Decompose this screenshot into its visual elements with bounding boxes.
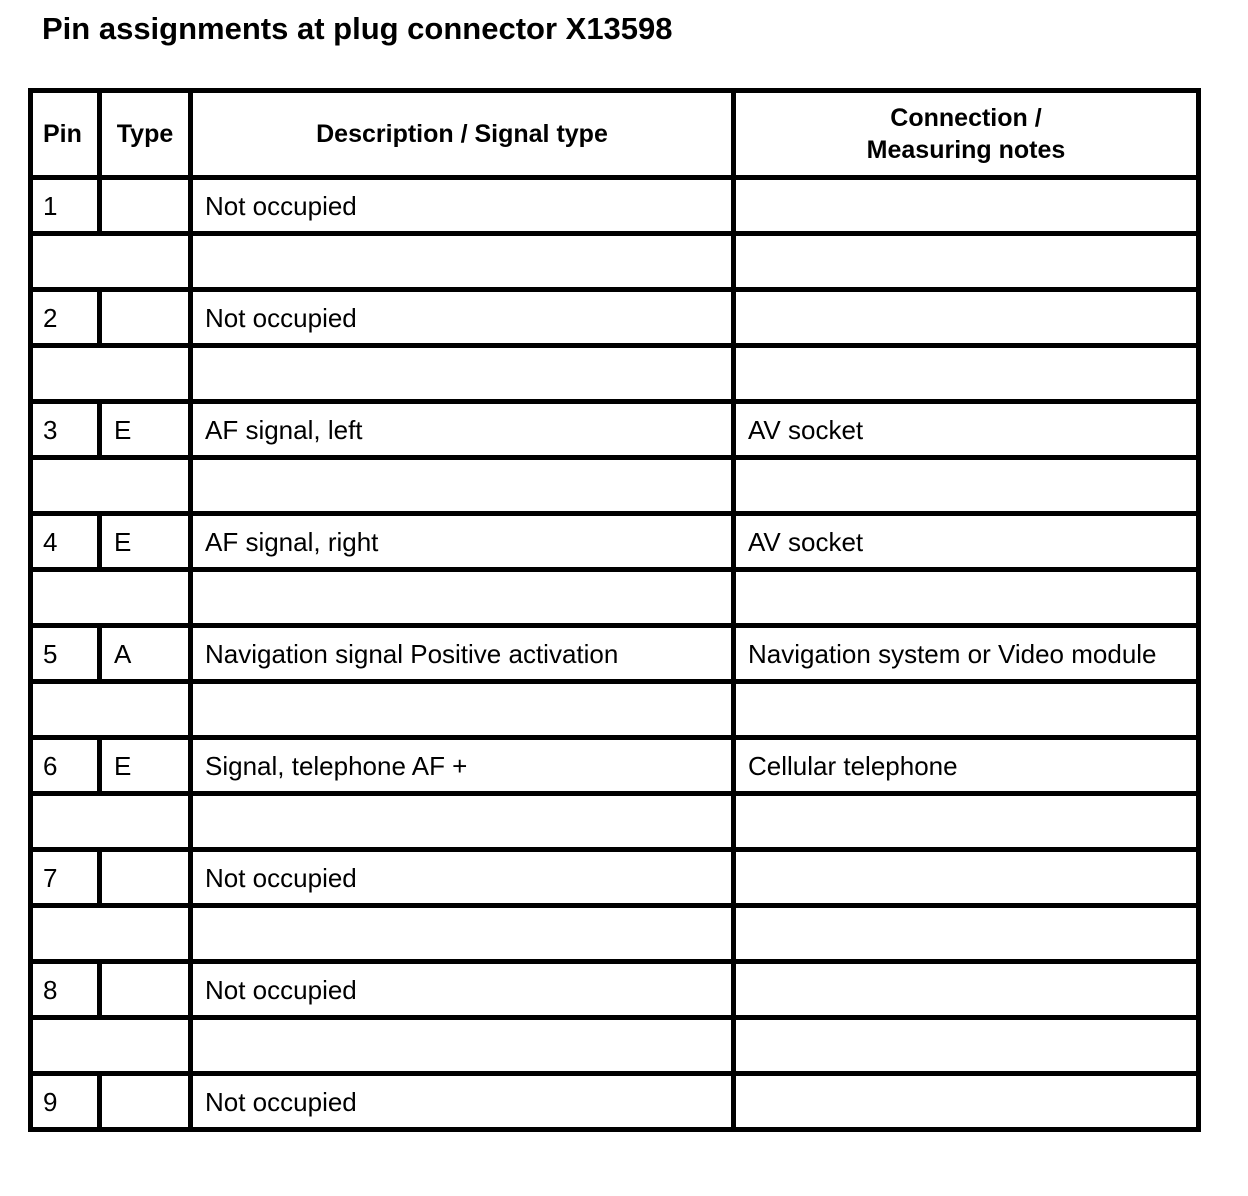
- spacer-cell: [734, 570, 1199, 626]
- pin-cell: 5: [31, 626, 100, 682]
- spacer-cell: [31, 1018, 191, 1074]
- spacer-cell: [191, 682, 734, 738]
- table-row: [31, 962, 1199, 1018]
- spacer-cell: [734, 906, 1199, 962]
- connection-cell: Cellular telephone: [734, 738, 1199, 794]
- spacer-row: [31, 906, 1199, 962]
- column-header-pin: Pin: [31, 91, 100, 178]
- pin-cell: 2: [31, 290, 100, 346]
- spacer-cell: [31, 458, 191, 514]
- pin-cell: 1: [31, 178, 100, 234]
- spacer-cell: [191, 794, 734, 850]
- description-cell: Not occupied: [191, 962, 734, 1018]
- spacer-row: [31, 1018, 1199, 1074]
- page-title: Pin assignments at plug connector X13598: [42, 11, 673, 46]
- spacer-cell: [191, 1018, 734, 1074]
- table-row: [31, 290, 1199, 346]
- spacer-cell: [734, 346, 1199, 402]
- table-header-row: [31, 91, 1199, 178]
- type-cell: [100, 178, 191, 234]
- description-cell: Not occupied: [191, 290, 734, 346]
- spacer-cell: [191, 570, 734, 626]
- spacer-cell: [31, 794, 191, 850]
- table-row: [31, 626, 1199, 682]
- table-row: [31, 514, 1199, 570]
- connection-cell: [734, 178, 1199, 234]
- pin-cell: 3: [31, 402, 100, 458]
- spacer-cell: [734, 682, 1199, 738]
- pin-cell: 7: [31, 850, 100, 906]
- spacer-row: [31, 570, 1199, 626]
- spacer-cell: [31, 234, 191, 290]
- connection-cell: AV socket: [734, 514, 1199, 570]
- table-row: [31, 402, 1199, 458]
- column-header-connection: [734, 91, 1199, 178]
- type-cell: [100, 1074, 191, 1130]
- pin-cell: 8: [31, 962, 100, 1018]
- pin-assignment-table: [28, 88, 1201, 1132]
- table-row: [31, 1074, 1199, 1130]
- type-cell: E: [100, 402, 191, 458]
- type-cell: [100, 962, 191, 1018]
- spacer-cell: [734, 234, 1199, 290]
- spacer-row: [31, 794, 1199, 850]
- description-cell: Not occupied: [191, 850, 734, 906]
- pin-cell: 6: [31, 738, 100, 794]
- spacer-cell: [191, 458, 734, 514]
- spacer-cell: [31, 682, 191, 738]
- connection-cell: [734, 290, 1199, 346]
- type-cell: A: [100, 626, 191, 682]
- description-cell: AF signal, right: [191, 514, 734, 570]
- connection-cell: Navigation system or Video module: [734, 626, 1199, 682]
- spacer-cell: [734, 1018, 1199, 1074]
- column-header-connection-line1: Connection /: [890, 104, 1042, 132]
- type-cell: E: [100, 738, 191, 794]
- connection-cell: [734, 962, 1199, 1018]
- column-header-type: Type: [100, 91, 191, 178]
- connection-cell: [734, 850, 1199, 906]
- spacer-cell: [191, 346, 734, 402]
- description-cell: AF signal, left: [191, 402, 734, 458]
- type-cell: [100, 850, 191, 906]
- description-cell: Signal, telephone AF +: [191, 738, 734, 794]
- spacer-cell: [734, 458, 1199, 514]
- table-row: [31, 178, 1199, 234]
- spacer-cell: [191, 906, 734, 962]
- pin-cell: 4: [31, 514, 100, 570]
- column-header-description: Description / Signal type: [191, 91, 734, 178]
- spacer-cell: [31, 906, 191, 962]
- pin-cell: 9: [31, 1074, 100, 1130]
- type-cell: [100, 290, 191, 346]
- spacer-cell: [31, 570, 191, 626]
- spacer-cell: [734, 794, 1199, 850]
- table-row: [31, 850, 1199, 906]
- spacer-row: [31, 234, 1199, 290]
- description-cell: Not occupied: [191, 178, 734, 234]
- spacer-row: [31, 682, 1199, 738]
- table-row: [31, 738, 1199, 794]
- spacer-cell: [31, 346, 191, 402]
- description-cell: Navigation signal Positive activation: [191, 626, 734, 682]
- column-header-connection-line2: Measuring notes: [866, 136, 1066, 164]
- connection-cell: [734, 1074, 1199, 1130]
- connection-cell: AV socket: [734, 402, 1199, 458]
- type-cell: E: [100, 514, 191, 570]
- spacer-cell: [191, 234, 734, 290]
- description-cell: Not occupied: [191, 1074, 734, 1130]
- spacer-row: [31, 346, 1199, 402]
- spacer-row: [31, 458, 1199, 514]
